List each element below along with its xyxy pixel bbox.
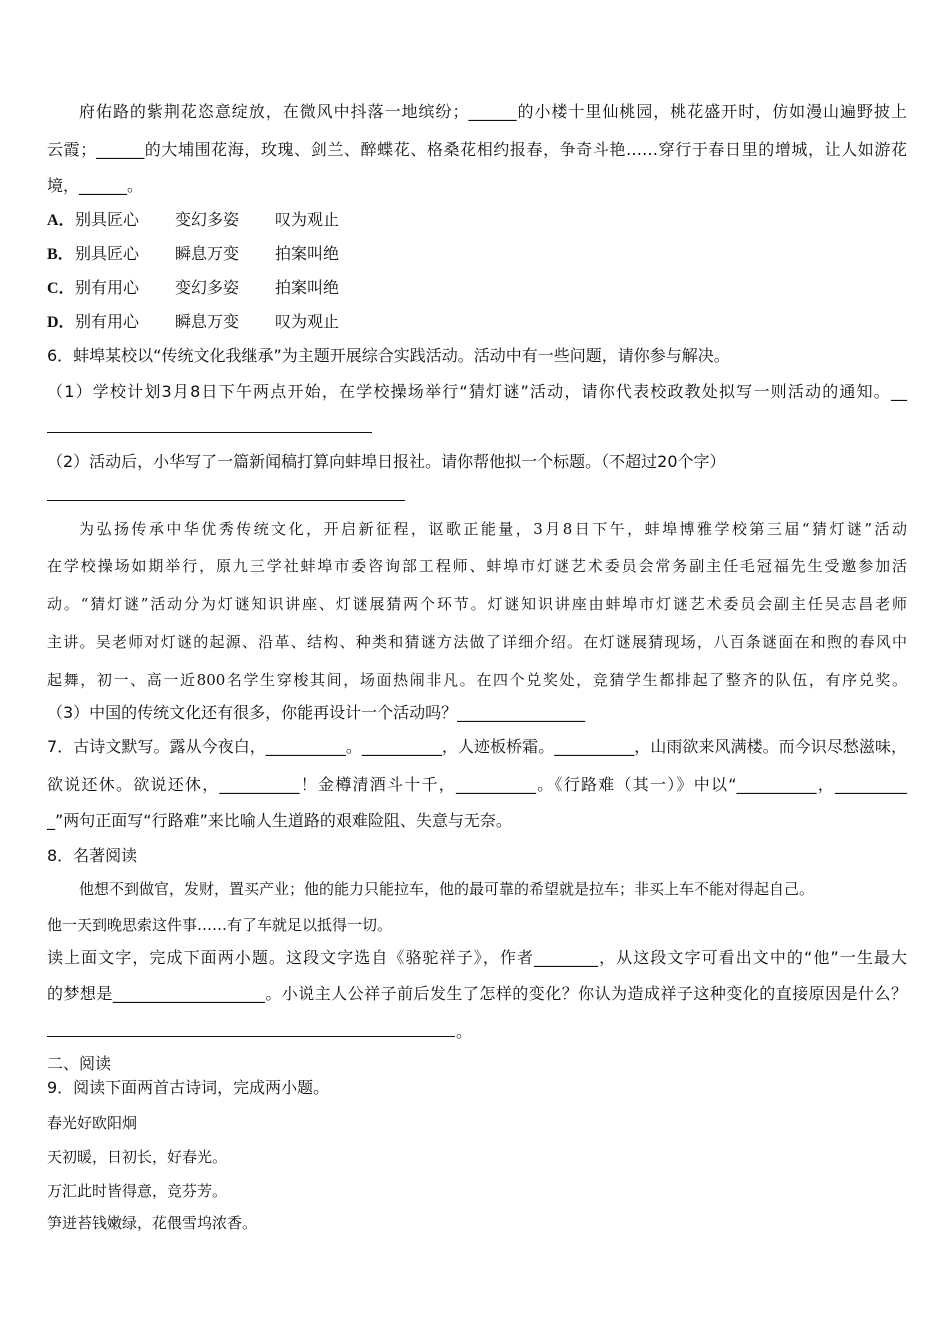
passage-line: 境，______。: [47, 176, 144, 195]
option-label: A．: [47, 212, 75, 229]
answer-line[interactable]: [47, 432, 372, 433]
option-word: 别有用心: [75, 278, 140, 297]
news-line: 起舞，初一、高一近800名学生穿梭其间，场面热闹非凡。在四个兑奖处，竞猜学生都排起了整齐的队伍，有序兑奖。: [47, 671, 907, 689]
option-word: 别具匠心: [75, 210, 140, 229]
option-word: 拍案叫绝: [275, 244, 340, 263]
option-word: 别具匠心: [75, 244, 140, 263]
option-c[interactable]: [47, 278, 339, 299]
answer-line[interactable]: [47, 1036, 455, 1037]
passage-line: 云霞；______的大埔围花海，玫瑰、剑兰、醉蝶花、格桑花相约报春，争奇斗艳……穿行于春日里的增城，让人如游花: [47, 140, 907, 159]
news-line: 为弘扬传承中华优秀传统文化，开启新征程，讴歌正能量，3月8日下午，蚌埠博雅学校第三届“猜灯谜”活动: [79, 520, 907, 538]
q6-sub1: （1）学校计划3月8日下午两点开始，在学校操场举行“猜灯谜”活动，请你代表校政教处拟写一则活动的通知。__: [47, 382, 907, 401]
option-word: 变幻多姿: [175, 210, 240, 229]
q8-title: 8．名著阅读: [47, 846, 138, 865]
q7-line: _”两句正面写“行路难”来比喻人生道路的艰难险阻、失意与无奈。: [47, 811, 512, 830]
option-a[interactable]: [47, 210, 339, 231]
news-line: 在学校操场如期举行，原九三学社蚌埠市委咨询部工程师、蚌埠市灯谜艺术委员会常务副主任毛冠福先生受邀参加活: [47, 557, 907, 575]
option-label: D．: [47, 314, 75, 331]
poem-line: 天初暖，日初长，好春光。: [47, 1148, 228, 1166]
q6-sub2: （2）活动后，小华写了一篇新闻稿打算向蚌埠日报社。请你帮他拟一个标题。（不超过20个字）: [47, 452, 726, 471]
q8-period: 。: [456, 1022, 473, 1041]
excerpt-line: 他想不到做官，发财，置买产业；他的能力只能拉车，他的最可靠的希望就是拉车；非买上车不能对得起自己。: [79, 880, 815, 898]
option-word: 变幻多姿: [175, 278, 240, 297]
passage-line: 府佑路的紫荆花恣意绽放，在微风中抖落一地缤纷；______的小楼十里仙桃园，桃花盛开时，仿如漫山遍野披上: [79, 102, 907, 121]
option-word: 瞬息万变: [175, 312, 240, 331]
poem-line: 笋迸苔钱嫩绿，花偎雪坞浓香。: [47, 1214, 258, 1232]
q8-question: 读上面文字，完成下面两小题。这段文字选自《骆驼祥子》，作者________，从这段文字可看出文中的“他”一生最大: [47, 948, 907, 967]
q8-question: 的梦想是___________________。小说主人公祥子前后发生了怎样的变化？你认为造成祥子这种变化的直接原因是什么？: [47, 984, 907, 1003]
poem-line: 万汇此时皆得意，竞芬芳。: [47, 1182, 228, 1200]
option-word: 拍案叫绝: [275, 278, 340, 297]
option-d[interactable]: [47, 312, 339, 333]
option-word: 叹为观止: [275, 312, 340, 331]
q6-sub3: （3）中国的传统文化还有很多，你能再设计一个活动吗？________________: [47, 703, 586, 722]
section-heading: 二、阅读: [47, 1054, 112, 1073]
q7-line: 欲说还休。欲说还休，__________！金樽清酒斗十千，__________。《行路难（其一）》中以“__________，_________: [47, 775, 907, 794]
q7-line: 7．古诗文默写。露从今夜白，__________。__________，人迹板桥霜。__________，山雨欲来风满楼。而今识尽愁滋味，: [47, 737, 907, 756]
option-b[interactable]: [47, 244, 339, 265]
option-word: 别有用心: [75, 312, 140, 331]
option-word: 瞬息万变: [175, 244, 240, 263]
poem-title: 春光好欧阳炯: [47, 1114, 138, 1132]
option-word: 叹为观止: [275, 210, 340, 229]
excerpt-line: 他一天到晚思索这件事……有了车就足以抵得一切。: [47, 916, 393, 934]
q9-stem: 9．阅读下面两首古诗词，完成两小题。: [47, 1078, 330, 1097]
q6-stem: 6．蚌埠某校以“传统文化我继承”为主题开展综合实践活动。活动中有一些问题，请你参与解决。: [47, 346, 730, 365]
option-label: C．: [47, 280, 75, 297]
option-label: B．: [47, 246, 74, 263]
answer-line[interactable]: [47, 500, 405, 501]
news-line: 主讲。吴老师对灯谜的起源、沿革、结构、种类和猜谜方法做了详细介绍。在灯谜展猜现场，八百条谜面在和煦的春风中: [47, 633, 907, 651]
news-line: 动。“猜灯谜”活动分为灯谜知识讲座、灯谜展猜两个环节。灯谜知识讲座由蚌埠市灯谜艺术委员会副主任吴志昌老师: [47, 595, 907, 613]
